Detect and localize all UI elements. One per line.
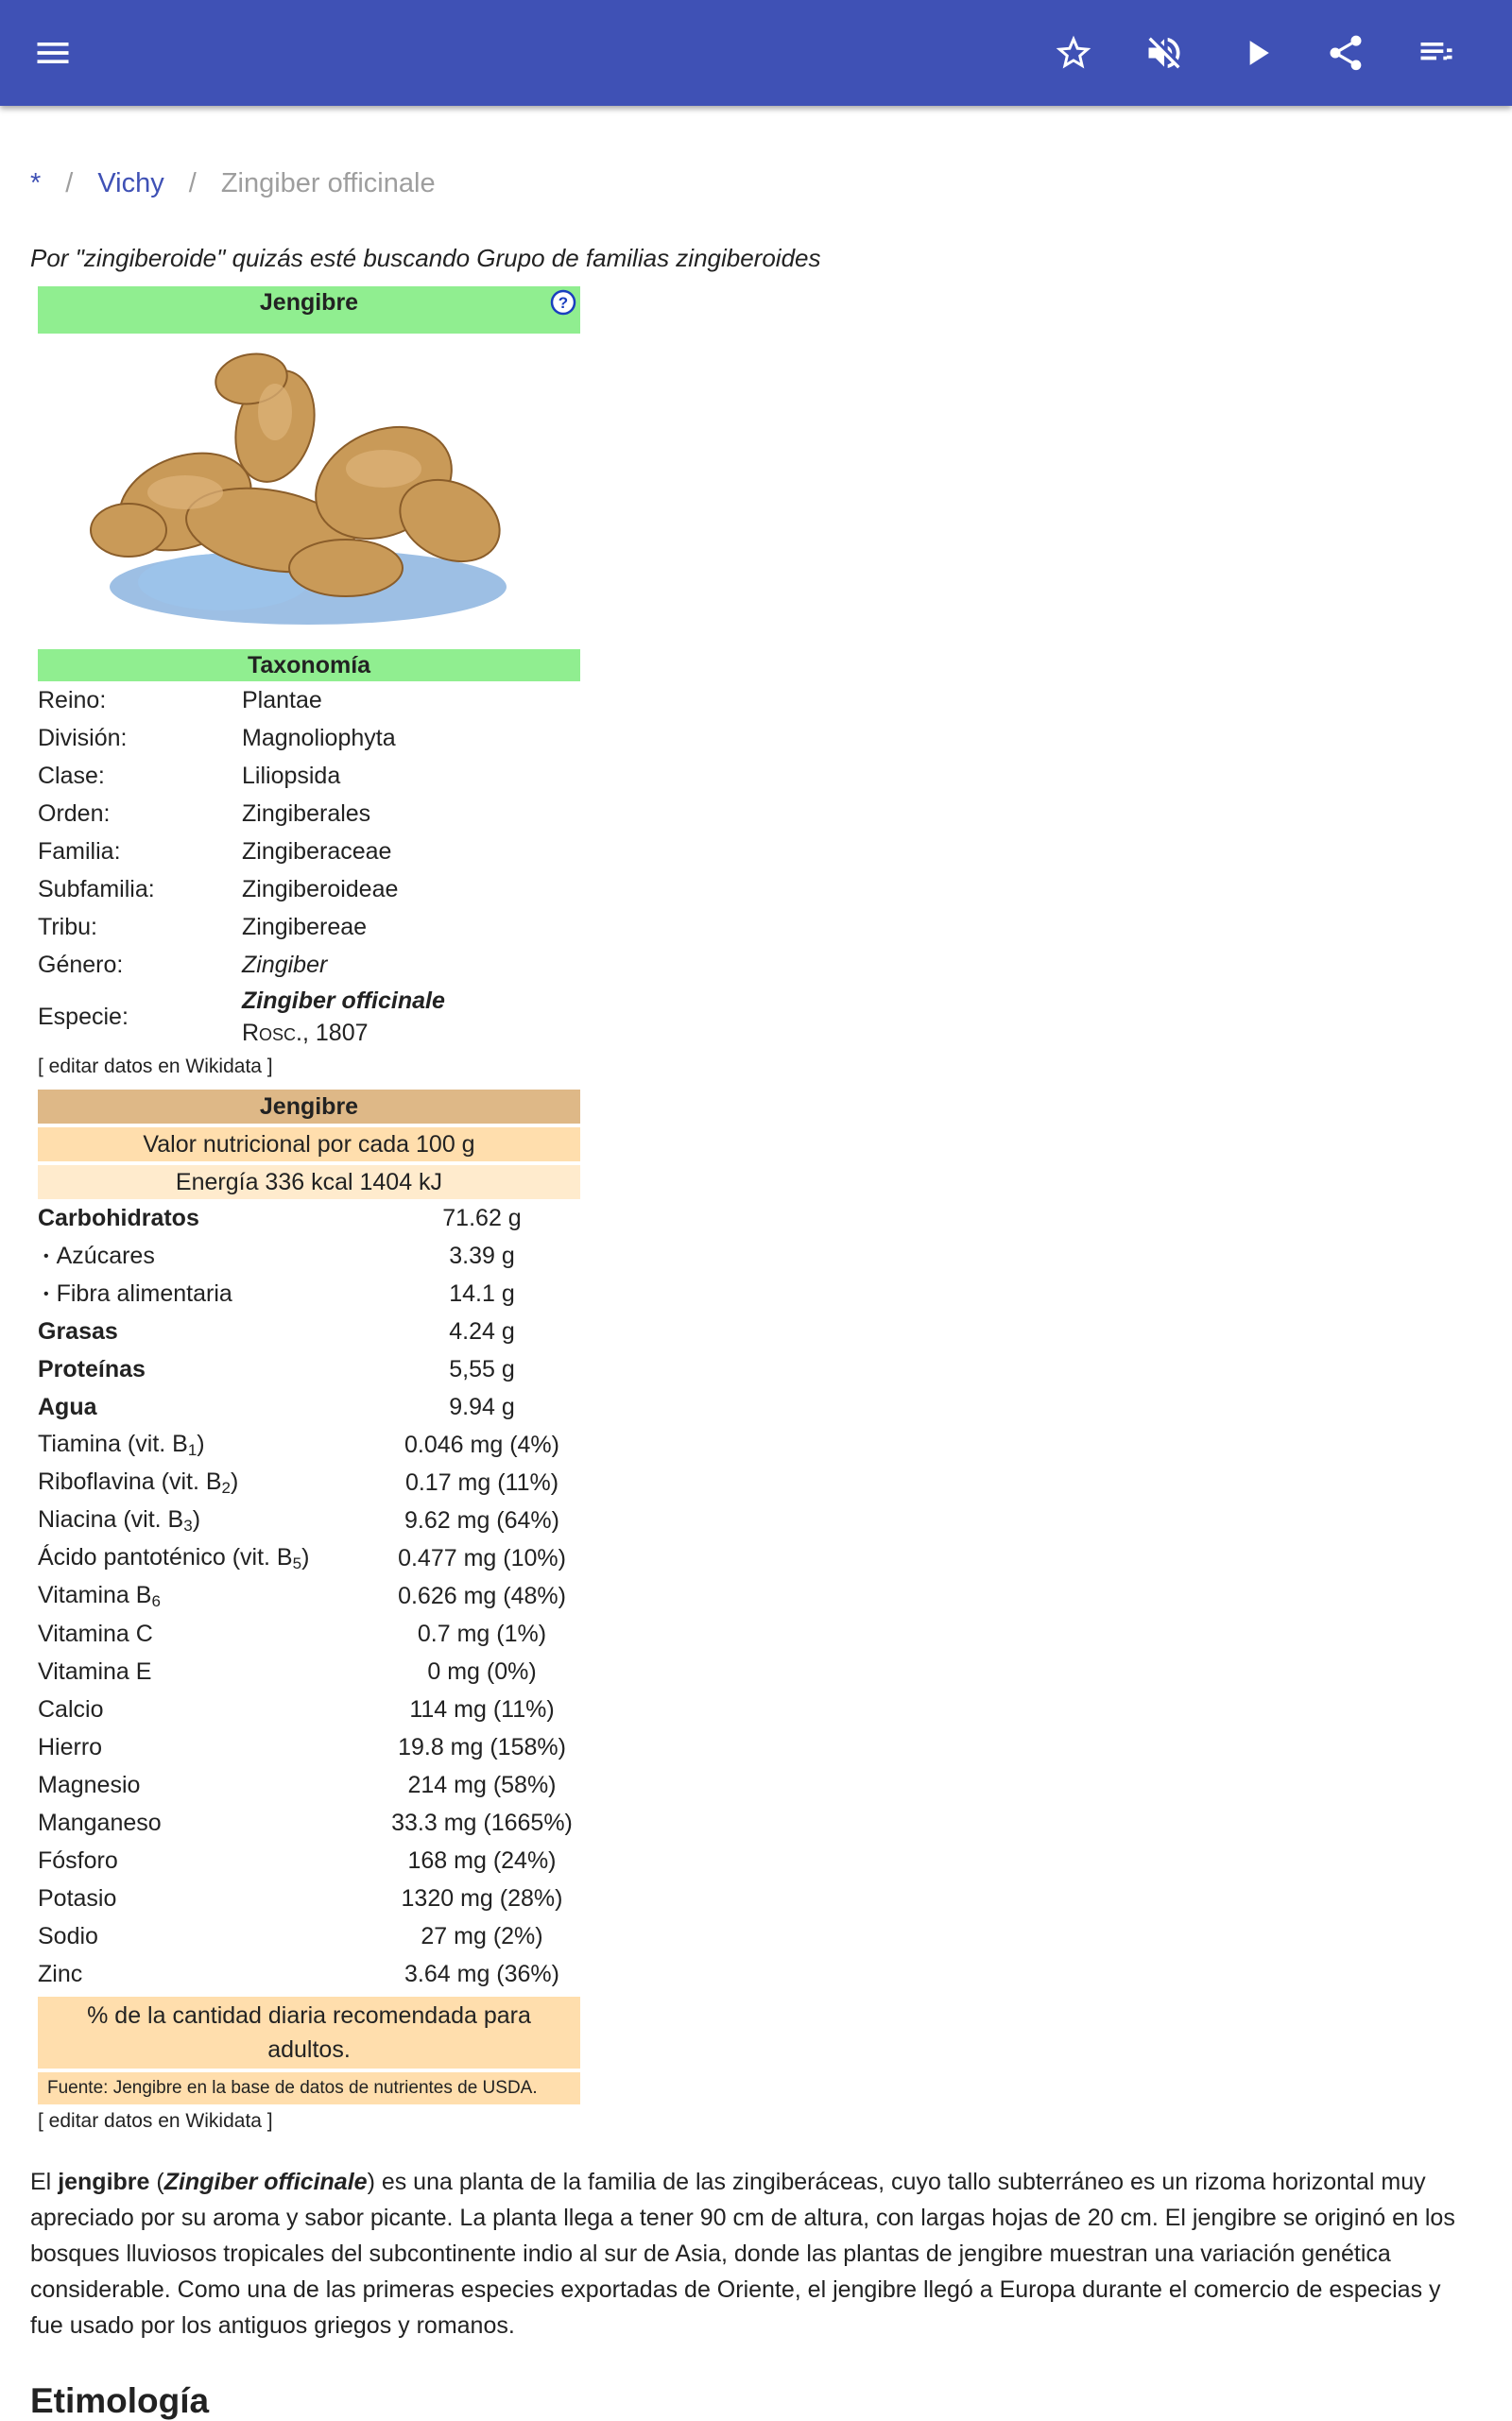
nutrient-value: 4.24 g	[449, 1317, 515, 1345]
nutrient-label: Ácido pantoténico (vit. B	[38, 1543, 293, 1571]
nutrient-value: 71.62 g	[442, 1204, 522, 1231]
nutrient-label: Vitamina B	[38, 1581, 152, 1608]
breadcrumb	[30, 168, 436, 199]
nutrient-label-suffix: )	[192, 1505, 201, 1533]
wikidata-edit-text[interactable]: editar datos en Wikidata	[48, 1056, 262, 1077]
star-icon[interactable]	[1045, 25, 1102, 81]
nutrient-value: 0.046 mg (4%)	[404, 1431, 559, 1458]
breadcrumb-separator: /	[188, 168, 197, 198]
vitamin-subscript: 1	[187, 1440, 198, 1459]
nutrient-name	[38, 1243, 387, 1270]
nutrient-label: Zinc	[38, 1960, 83, 1987]
nutrition-title: Jengibre	[38, 1090, 580, 1124]
nutrition-row	[38, 1350, 580, 1388]
taxonomy-value[interactable]: Liliopsida	[242, 762, 341, 789]
playlist-icon[interactable]	[1408, 25, 1465, 81]
taxonomy-value[interactable]: Zingiberaceae	[242, 837, 392, 865]
vitamin-subscript: 2	[221, 1478, 231, 1497]
text: ) es una planta de la familia de las zingiberáceas, cuyo tallo subterráneo es un rizoma horizontal muy apreciado por su aroma y sabor picante. La planta llega a tener 90 cm de altura, con largas hojas de 20 cm. El jengibre se originó en los bosques lluviosos tropicales del subcontinente indio al sur de Asia, donde las plantas de jengibre muestran una variación genética considerable. Como una de las primeras especies exportadas de Oriente, el jengibre llegó a Europa durante el comercio de especias y fue usado por los antiguos griegos y romanos.	[30, 2169, 1455, 2339]
nutrient-label: Grasas	[38, 1317, 118, 1345]
nutrient-label: • Azúcares	[38, 1243, 155, 1269]
nutrition-row	[38, 1917, 580, 1955]
nutrient-name	[38, 1318, 387, 1346]
nutrient-value: 0.17 mg (11%)	[404, 1468, 559, 1496]
nutrient-label: Proteínas	[38, 1355, 146, 1382]
nutrient-label: Fósforo	[38, 1846, 118, 1874]
nutrient-label: Riboflavina (vit. B	[38, 1468, 222, 1495]
hatnote: Por "zingiberoide" quizás esté buscando Grupo de familias zingiberoides	[30, 244, 821, 272]
bracket: [	[38, 2110, 49, 2132]
nutrient-label-suffix: )	[231, 1468, 239, 1495]
nutrient-label: Potasio	[38, 1884, 117, 1912]
nutrition-row	[38, 1842, 580, 1880]
author-year: , 1807	[302, 1020, 369, 1046]
nutrition-row	[38, 1766, 580, 1804]
nutrient-label: Magnesio	[38, 1771, 141, 1798]
taxonomy-row	[38, 870, 580, 908]
infobox	[38, 286, 580, 2142]
nutrient-name	[38, 1468, 387, 1498]
taxonomy-header: Taxonomía	[38, 649, 580, 681]
bracket: [	[38, 1056, 49, 1077]
scientific-name: Zingiber officinale	[163, 2169, 368, 2195]
nutrient-value: 0.626 mg (48%)	[398, 1582, 566, 1609]
nutrition-row	[38, 1728, 580, 1766]
author-name[interactable]: Rosc.	[242, 1020, 303, 1046]
nutrition-row	[38, 1502, 580, 1539]
infobox-title-text: Jengibre	[259, 289, 359, 316]
nutrition-row	[38, 1539, 580, 1577]
nutrition-row	[38, 1388, 580, 1426]
nutrient-name	[38, 1280, 387, 1308]
article-paragraph	[30, 2164, 1476, 2344]
nutrition-row	[38, 1313, 580, 1350]
nutrient-value: 27 mg (2%)	[421, 1922, 543, 1949]
nutrition-row	[38, 1275, 580, 1313]
nutrient-value: 9.94 g	[449, 1393, 515, 1420]
nutrient-value: 0.7 mg (1%)	[417, 1620, 547, 1647]
nutrient-value: 168 mg (24%)	[407, 1846, 557, 1874]
wikidata-edit-text[interactable]: editar datos en Wikidata	[48, 2110, 262, 2132]
menu-icon[interactable]	[25, 25, 81, 81]
taxonomy-key: División:	[38, 724, 128, 751]
ginger-image[interactable]	[38, 334, 580, 649]
share-icon[interactable]	[1317, 25, 1374, 81]
nutrition-footnote: % de la cantidad diaria recomendada para adultos.	[38, 1997, 580, 2069]
nutrition-source[interactable]: Fuente: Jengibre en la base de datos de nutrientes de USDA.	[38, 2072, 580, 2104]
nutrient-name	[38, 1205, 387, 1232]
nutrient-name	[38, 1506, 387, 1536]
nutrient-name	[38, 1544, 387, 1573]
taxonomy-key: Clase:	[38, 762, 105, 789]
nutrient-name	[38, 1847, 387, 1875]
taxonomy-value[interactable]: Plantae	[242, 686, 322, 713]
nutrient-name	[38, 1621, 387, 1648]
nutrient-value: 3.39 g	[449, 1242, 515, 1269]
nutrient-value: 1320 mg (28%)	[401, 1884, 563, 1912]
taxonomy-table	[38, 681, 580, 984]
nutrient-label: Sodio	[38, 1922, 98, 1949]
nutrient-name	[38, 1394, 387, 1421]
nutrition-row	[38, 1615, 580, 1653]
species-name: Zingiber officinale	[242, 987, 445, 1014]
nutrient-label-suffix: )	[197, 1430, 205, 1457]
nutrient-name	[38, 1658, 387, 1686]
vitamin-subscript: 6	[151, 1591, 161, 1610]
taxonomy-value[interactable]: Zingiber	[242, 951, 328, 978]
svg-text:?: ?	[558, 294, 569, 312]
nutrient-label: Manganeso	[38, 1809, 162, 1836]
help-icon[interactable]	[550, 289, 576, 316]
play-icon[interactable]	[1228, 25, 1285, 81]
nutrient-label: Hierro	[38, 1733, 103, 1760]
volume-off-icon[interactable]	[1136, 25, 1193, 81]
nutrition-row	[38, 1955, 580, 1993]
nutrient-name	[38, 1734, 387, 1761]
nutrient-value: 19.8 mg (158%)	[398, 1733, 566, 1760]
vitamin-subscript: 3	[183, 1516, 193, 1535]
nutrition-row	[38, 1804, 580, 1842]
nutrient-value: 3.64 mg (36%)	[404, 1960, 559, 1987]
taxonomy-value[interactable]: Zingiberoideae	[242, 875, 399, 902]
breadcrumb-parent-link[interactable]: Vichy	[97, 168, 164, 198]
nutrient-label: Niacina (vit. B	[38, 1505, 184, 1533]
nutrient-name	[38, 1961, 387, 1988]
app-bar	[0, 0, 1512, 106]
infobox-title	[38, 286, 580, 334]
breadcrumb-current: Zingiber officinale	[220, 168, 436, 198]
nutrient-value: 5,55 g	[449, 1355, 515, 1382]
taxonomy-key: Orden:	[38, 799, 111, 827]
nutrition-row	[38, 1577, 580, 1615]
bracket: ]	[261, 1056, 273, 1077]
nutrient-value: 0 mg (0%)	[427, 1657, 537, 1685]
taxonomy-key: Género:	[38, 951, 124, 978]
nutrient-name	[38, 1885, 387, 1913]
nutrition-row	[38, 1237, 580, 1275]
taxonomy-value[interactable]: Magnoliophyta	[242, 724, 396, 751]
taxonomy-key: Tribu:	[38, 913, 97, 940]
bold-term: jengibre	[58, 2169, 150, 2195]
nutrient-name	[38, 1356, 387, 1383]
nutrient-label: Tiamina (vit. B	[38, 1430, 188, 1457]
nutrition-per: Valor nutricional por cada 100 g	[38, 1127, 580, 1161]
nutrient-value: 9.62 mg (64%)	[404, 1506, 559, 1534]
nutrition-row	[38, 1199, 580, 1237]
taxonomy-value	[242, 985, 580, 1049]
breadcrumb-separator: /	[65, 168, 74, 198]
nutrient-value: 14.1 g	[449, 1279, 515, 1307]
vitamin-subscript: 5	[292, 1554, 302, 1572]
section-heading: Etimología	[30, 2381, 210, 2420]
bracket: ]	[261, 2110, 273, 2132]
nutrient-name	[38, 1431, 387, 1460]
nutrient-label: Agua	[38, 1393, 97, 1420]
breadcrumb-home-link[interactable]: *	[30, 168, 42, 198]
nutrition-row	[38, 1653, 580, 1691]
nutrient-label-suffix: )	[301, 1543, 310, 1571]
text: (	[149, 2169, 164, 2195]
taxonomy-key: Familia:	[38, 837, 121, 865]
wikidata-edit-link	[38, 2104, 580, 2142]
wikidata-edit-link	[38, 1050, 580, 1088]
taxonomy-row	[38, 757, 580, 795]
nutrient-label: Vitamina E	[38, 1657, 152, 1685]
nutrient-name	[38, 1810, 387, 1837]
nutrition-table	[38, 1199, 580, 1993]
nutrient-value: 114 mg (11%)	[409, 1695, 555, 1723]
nutrient-label: Carbohidratos	[38, 1204, 199, 1231]
nutrient-value: 33.3 mg (1665%)	[391, 1809, 573, 1836]
nutrition-box	[38, 1090, 580, 2104]
taxonomy-row-species	[38, 984, 580, 1050]
nutrition-row	[38, 1426, 580, 1464]
taxonomy-key: Subfamilia:	[38, 875, 155, 902]
nutrition-row	[38, 1464, 580, 1502]
nutrient-name	[38, 1696, 387, 1724]
nutrient-name	[38, 1582, 387, 1611]
nutrient-name	[38, 1923, 387, 1950]
taxonomy-row	[38, 833, 580, 870]
taxonomy-row	[38, 719, 580, 757]
taxonomy-key: Reino:	[38, 686, 107, 713]
taxonomy-value[interactable]: Zingiberales	[242, 799, 371, 827]
taxonomy-row	[38, 946, 580, 984]
nutrient-name	[38, 1772, 387, 1799]
nutrient-label: Calcio	[38, 1695, 104, 1723]
taxonomy-value[interactable]: Zingibereae	[242, 913, 368, 940]
taxonomy-key: Especie:	[38, 1003, 129, 1030]
nutrition-row	[38, 1880, 580, 1917]
taxonomy-row	[38, 681, 580, 719]
nutrient-label: • Fibra alimentaria	[38, 1280, 232, 1307]
nutrition-row	[38, 1691, 580, 1728]
nutrition-energy: Energía 336 kcal 1404 kJ	[38, 1165, 580, 1199]
nutrient-value: 214 mg (58%)	[407, 1771, 557, 1798]
taxonomy-row	[38, 795, 580, 833]
text: El	[30, 2169, 59, 2195]
nutrient-label: Vitamina C	[38, 1620, 153, 1647]
taxonomy-row	[38, 908, 580, 946]
nutrient-value: 0.477 mg (10%)	[398, 1544, 566, 1571]
species-authority	[242, 1017, 580, 1049]
